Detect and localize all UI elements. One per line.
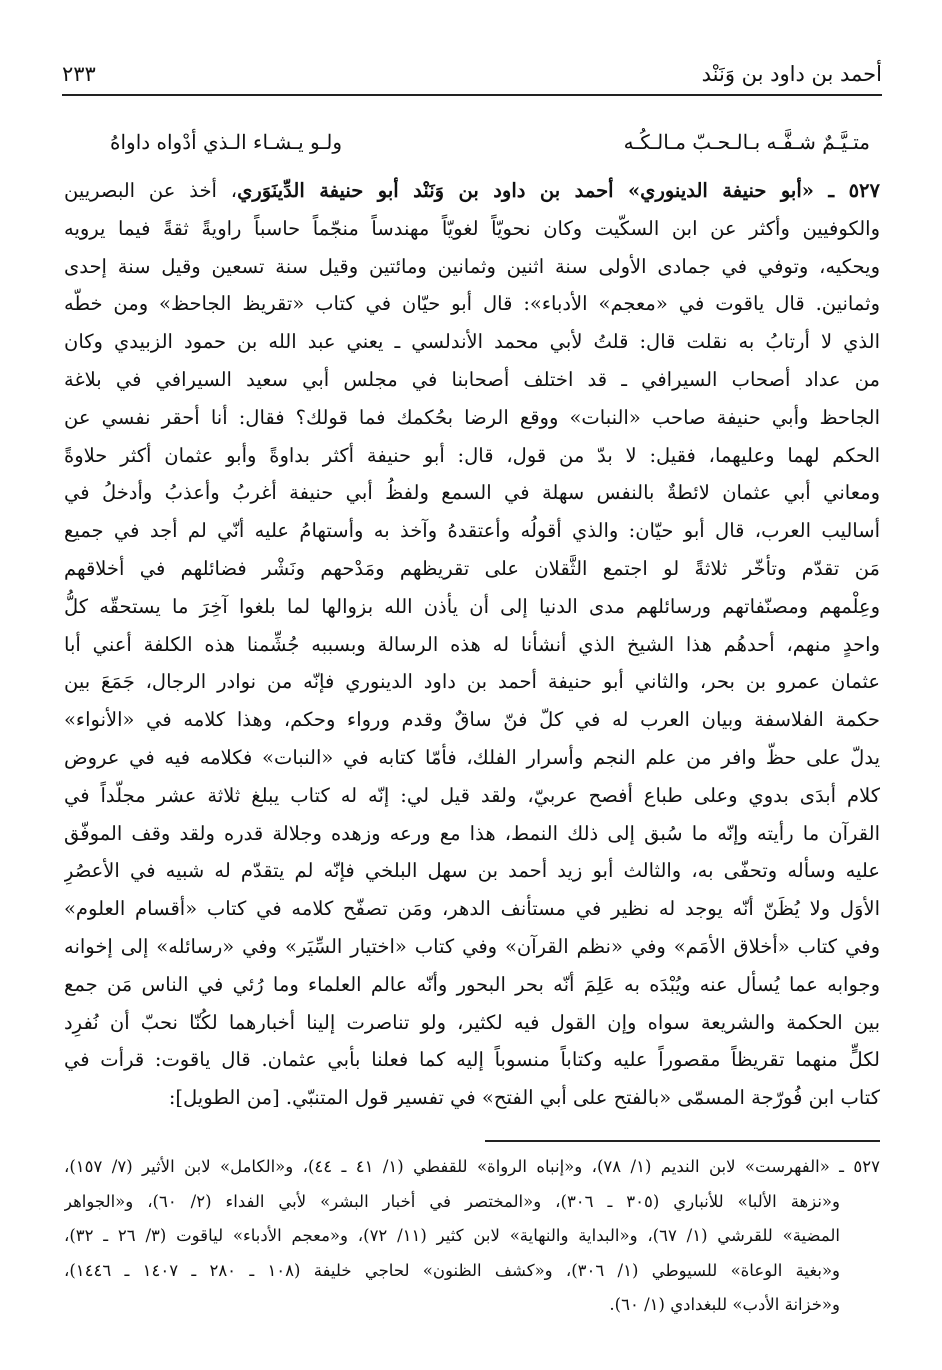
text-line: مَن تقدّم وتأخّر ثلاثةً لو اجتمع الثَّقلان على تقريظهم ومَدْحهم ونَشْر فضائلهم في أخلاقهم: [64, 556, 880, 580]
verse-first-hemistich: متـيَّـمٌ شـفَّـه بـالـحـبّ مـالـكُـه: [623, 130, 870, 154]
page-number: ٢٣٣: [62, 62, 96, 86]
text-line: حكمة الفلاسفة وبيان العرب له في كلّ فنّ ساقٌ وقدم ورواء وحكم، وهذا كلامه في «الأنواء»: [64, 708, 880, 732]
text-line: الحكم لهما وعليهما، فقيل: لا بدّ من قول، قال: أبو حنيفة أكثر بداوةً وأبو عثمان أكثر حلاوةً: [64, 443, 880, 467]
footnote-line: و«نزهة الألبا» للأنباري (٣٠٥ ـ ٣٠٦)، و«المختصر في أخبار البشر» لأبي الفداء (٢/ ٦٠)، و«الجواهر: [64, 1191, 840, 1211]
footnote-line: المضية» للقرشي (١/ ٦٧)، و«البداية والنهاية» لابن كثير (١١/ ٧٢)، و«معجم الأدباء» لياقوت (٣/ ٢٦ ـ ٣٢)،: [64, 1226, 841, 1246]
text-line: من عداد أصحاب السيرافي ـ قد اختلف أصحابنا في مجلس أبي سعيد السيرافي في بلاغة: [64, 367, 880, 391]
text-line: واحدٍ منهم، أحدهُم هذا الشيخ الذي أنشأنا له هذه الرسالة وبسببه جُشِّمنا هذه الكلفة أعني أبا: [64, 632, 880, 656]
footnote-divider: [485, 1140, 880, 1142]
text-line: الجاحظ وأبي حنيفة صاحب «النبات» ووقع الرضا بحُكمك فما قولك؟ فقال: أنا أحقر نفسي عن: [64, 405, 880, 429]
text-line: وعِلْمهم ومصنّفاتهم ورسائلهم مدى الدنيا إلى أن يأذن الله بزوالها لما بلغوا آخِرَ ما يستحقّه كلُّ: [64, 594, 880, 618]
text-line: والكوفيين وأكثر عن ابن السكّيت وكان نحويّاً لغويّاً مهندساً منجّماً حاسباً راويةً ثقةً فيما يرويه: [64, 216, 880, 240]
running-header: [62, 58, 882, 96]
text-line: لكلٍّ منهما تقريظاً مقصوراً عليه وكتاباً منسوباً إليه كما فعلنا بأبي عثمان. قال ياقوت: قرأت في: [64, 1048, 880, 1072]
text-line: وفي كتاب «أخلاق الأمَم» وفي «نظم القرآن» وفي كتاب «اختيار السِّيَر» وفي «رسائله» إلى إخوانه: [64, 934, 880, 958]
text-line: ومعاني أبي عثمان لائطةٌ بالنفس سهلة في السمع ولفظُ أبي حنيفة أغربُ وأعذبُ وأدخلُ في: [64, 481, 880, 505]
text-line: يدلّ على حظّ وافر من علم النجم وأسرار الفلك، فأمّا كتابه في «النبات» فكلامه فيه في عروض: [64, 745, 880, 769]
entry-number: ٥٢٧ ـ: [813, 179, 880, 202]
text-line: عليه وسأله وتحفّى به، والثالث أبو زيد أحمد بن سهل البلخي فإنّه لم يتقدّم له شبيه في الأعصُرِ: [64, 859, 880, 883]
entry-heading-line: [64, 172, 880, 210]
text-line: عثمان عمرو بن بحر، والثاني أبو حنيفة أحمد بن داود الدينوري فإنّه من نوادر الرجال، جَمَعَ بين: [64, 670, 880, 694]
text-line: كتاب ابن فُورّجة المسمّى «بالفتح على أبي الفتح» في تفسير قول المتنبّي. [من الطويل]:: [168, 1086, 880, 1110]
footnote-line: و«بغية الوعاة» للسيوطي (١/ ٣٠٦)، و«كشف الظنون» لحاجي خليفة (١٠٨ ـ ٢٨٠ ـ ١٤٠٧ ـ ١٤٤٦)،: [64, 1260, 841, 1280]
text-line: وثمانين. قال ياقوت في «معجم» الأدباء»: قال أبو حيّان في كتاب «تقريظ الجاحظ» ومن خطّه: [64, 292, 880, 316]
text-line: كلام أبدَى بدوي وعلى طباع أفصح عربيّ، ولقد قيل لي: إنّه له كتاب يبلغ ثلاثة عشر مجلّداً في: [64, 783, 880, 807]
entry-lead-text: ، أخذ عن البصريين: [64, 179, 238, 202]
footnotes: [64, 1150, 880, 1323]
footnote-line: ٥٢٧ ـ «الفهرست» لابن النديم (١/ ٧٨)، و«إنباه الرواة» للقفطي (١/ ٤١ ـ ٤٤)، و«الكامل» لابن الأثير (٧/ ١٥٧)،: [64, 1157, 880, 1176]
footnote-line: و«خزانة الأدب» للبغدادي (١/ ٦٠).: [609, 1295, 840, 1315]
text-line: الذي لا أرتابُ به نقلت قال: قلتُ لأبي محمد الأندلسي ـ يعني عبد الله بن حمود الزبيدي وكان: [64, 330, 880, 354]
text-line: وجوابه عما يُسأل عنه ويُبْدَه به عَلِمَ أنّه بحر البحور وأنّه عالم العلماء وما رُئي في الناس مَن جمع: [64, 972, 880, 996]
verse-second-hemistich: ولـو يـشـاء الـذي أدْواه داواهُ: [110, 130, 342, 154]
running-title: أحمد بن داود بن وَنَنْد: [701, 62, 882, 86]
text-line: القرآن ما رأيته وإنّه ما سُبق إلى ذلك النمط، هذا مع ورعه وزهده وجلالة قدره ولقد وقف الموفّق: [64, 821, 880, 845]
text-line: أساليب العرب، قال أبو حيّان: والذي أقولُه وأعتقدهُ وآخذ به وأستهامُ عليه أنّي لم أجد في جميع: [64, 519, 880, 543]
entry-body: [64, 172, 880, 1117]
text-line: الأوَل ولا يُظَنّ أنّه يوجد له نظير في مستأنف الدهر، ومَن تصفّح كلامه في كتاب «أقسام العلوم»: [64, 897, 880, 921]
text-line: ويحكيه، وتوفي في جمادى الأولى سنة اثنين وثمانين ومائتين وقيل سنة تسعين وقيل سنة إحدى: [64, 254, 880, 278]
entry-title: «أبو حنيفة الدينوري» أحمد بن داود بن وَنَنْد أبو حنيفة الدِّينَوَري: [237, 179, 814, 202]
text-line: بين الحكمة والشريعة سواه وإن القول فيه لكثير، ولو تناصرت إلينا أخبارهما لكُنّا نحبّ أن نُفرِد: [64, 1010, 880, 1034]
poem-verse: [110, 130, 870, 154]
